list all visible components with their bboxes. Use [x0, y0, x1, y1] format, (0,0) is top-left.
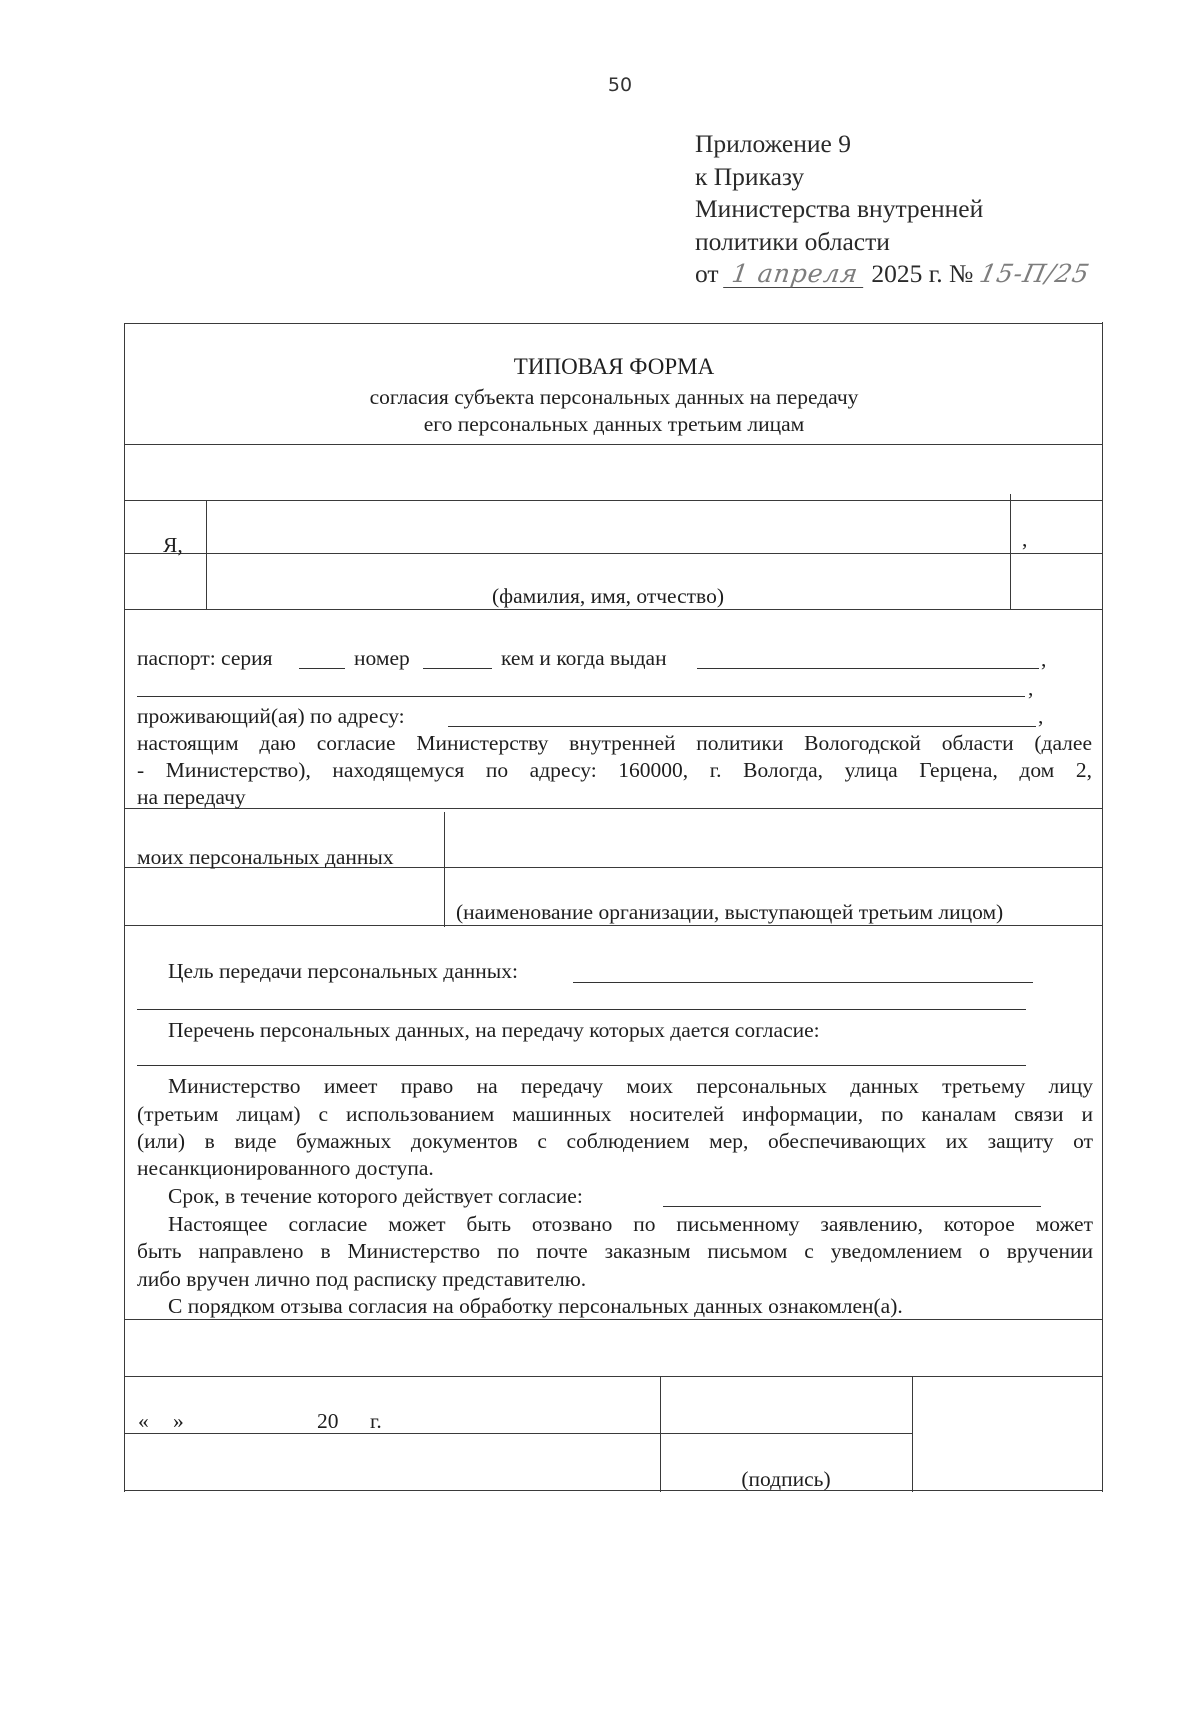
purpose-field [573, 982, 1033, 983]
purpose-label: Цель передачи персональных данных: [168, 959, 518, 983]
form-subtitle-2: его персональных данных третьим лицам [423, 412, 805, 436]
fio-comma: , [1022, 527, 1028, 551]
passport-issued-field [697, 668, 1039, 669]
rights-line-3: (или) в виде бумажных документов с соблюдением мер, обеспечивающих их защиту от [137, 1129, 1093, 1153]
appendix-line-1: Приложение 9 [695, 129, 851, 158]
consent-line-2: - Министерство), находящемуся по адресу: 160000, г. Вологда, улица Герцена, дом 2, [137, 758, 1092, 782]
passport-number-label: номер [354, 646, 410, 670]
order-year: 2025 г. № [871, 259, 974, 288]
appendix-block [695, 128, 1120, 291]
form-title: ТИПОВАЯ ФОРМА [513, 354, 715, 379]
revoke-line-1: Настоящее согласие может быть отозвано по письменному заявлению, которое может [168, 1212, 1093, 1236]
passport-continuation-field [137, 696, 1025, 697]
organization-caption: (наименование организации, выступающей третьим лицом) [456, 900, 1004, 924]
page-number: 50 [607, 74, 633, 96]
date-prefix: от [695, 259, 719, 288]
consent-line-1: настоящим даю согласие Министерству внутренней политики Вологодской области (далее [137, 731, 1092, 755]
rights-line-1: Министерство имеет право на передачу моих персональных данных третьему лицу [168, 1074, 1093, 1098]
fio-caption: (фамилия, имя, отчество) [492, 584, 724, 608]
appendix-line-2: к Приказу [695, 161, 805, 191]
revoke-line-2: быть направлено в Министерство по почте заказным письмом с уведомлением о вручении [137, 1239, 1093, 1263]
residing-label: проживающий(ая) по адресу: [137, 704, 405, 728]
passport-number-field [423, 668, 492, 669]
acknowledge-text: С порядком отзыва согласия на обработку персональных данных ознакомлен(а). [168, 1294, 903, 1318]
appendix-date-line [695, 258, 1120, 291]
appendix-line-4: политики области [695, 226, 890, 256]
address-comma: , [1038, 704, 1044, 728]
passport-series-label: паспорт: серия [137, 646, 273, 670]
data-list-field [137, 1065, 1026, 1066]
term-field [663, 1206, 1041, 1207]
passport-series-field [299, 668, 345, 669]
rights-line-2: (третьим лицам) с использованием машинных носителей информации, по каналам связи и [137, 1102, 1093, 1126]
consent-line-3: на передачу [137, 785, 246, 809]
i-label: Я, [163, 533, 183, 557]
address-field [448, 726, 1036, 727]
date-year-suffix: г. [370, 1409, 382, 1433]
appendix-line-3: Министерства внутренней [695, 194, 984, 223]
my-data-label: моих персональных данных [137, 845, 394, 869]
date-close-quote: » [173, 1409, 184, 1433]
term-label: Срок, в течение которого действует согласие: [168, 1184, 583, 1208]
continuation-comma: , [1028, 676, 1034, 700]
handwritten-date: 1 апреля [723, 261, 867, 288]
date-year-prefix: 20 [317, 1409, 339, 1433]
revoke-line-3: либо вручен лично под расписку представителю. [137, 1267, 587, 1291]
purpose-continuation-field [137, 1009, 1026, 1010]
data-list-label: Перечень персональных данных, на передачу которых дается согласие: [168, 1018, 820, 1042]
rights-line-4: несанкционированного доступа. [137, 1156, 434, 1180]
form-subtitle-1: согласия субъекта персональных данных на передачу [369, 385, 859, 409]
passport-issued-label: кем и когда выдан [501, 646, 667, 670]
date-open-quote: « [138, 1409, 149, 1433]
handwritten-order-number: 15-П/25 [976, 259, 1093, 288]
passport-comma: , [1041, 647, 1047, 671]
signature-caption: (подпись) [741, 1467, 831, 1491]
